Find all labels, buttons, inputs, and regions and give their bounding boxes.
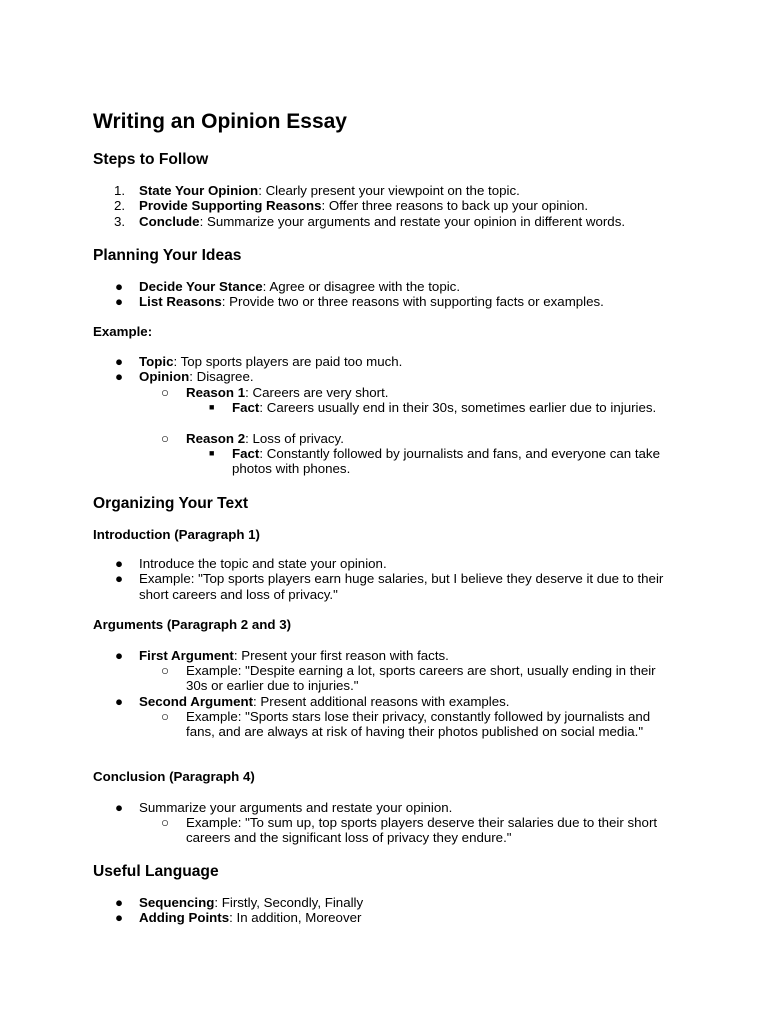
list-item: ○ Reason 1: Careers are very short. [161, 385, 389, 400]
example-label: Example: [93, 324, 153, 339]
list-item: ● Summarize your arguments and restate your opinion. [115, 800, 453, 815]
square-bullet-icon: ■ [209, 448, 215, 458]
planning-list [93, 279, 673, 310]
list-item: ● List Reasons: Provide two or three reasons with supporting facts or examples. [115, 294, 604, 310]
conclusion-label: Conclusion (Paragraph 4) [93, 769, 255, 784]
heading-planning: Planning Your Ideas [93, 247, 242, 264]
bullet-icon: ● [115, 694, 124, 709]
list-item: ○ Example: "Sports stars lose their privacy, constantly followed by journalists and fans, and are always at risk of having their photos published on social media." [161, 709, 651, 740]
heading-steps: Steps to Follow [93, 151, 209, 168]
reasons-list [93, 385, 673, 400]
list-item: ● Topic: Top sports players are paid too much. [115, 354, 403, 369]
steps-list [93, 183, 673, 229]
list-item: ○ Example: "To sum up, top sports players deserve their salaries due to their short careers and the significant loss of privacy they endure." [161, 815, 658, 846]
bullet-icon: ● [115, 354, 124, 369]
example-list [93, 354, 673, 385]
bullet-icon: ● [115, 294, 124, 310]
document-title: Writing an Opinion Essay [93, 110, 347, 133]
circle-bullet-icon: ○ [161, 385, 170, 400]
argument-example-list [93, 709, 673, 740]
list-item: ■ Fact: Constantly followed by journalists and fans, and everyone can take photos with phones. [209, 446, 660, 477]
language-list [93, 895, 673, 926]
list-item: ● First Argument: Present your first reason with facts. [115, 648, 449, 663]
list-item: ● Second Argument: Present additional reasons with examples. [115, 694, 510, 709]
bullet-icon: ● [115, 648, 124, 663]
bullet-icon: ● [115, 279, 124, 294]
list-item: ○ Reason 2: Loss of privacy. [161, 431, 344, 446]
conclusion-list [93, 800, 673, 815]
heading-language: Useful Language [93, 863, 219, 880]
list-item: ● Adding Points: In addition, Moreover [115, 910, 362, 926]
circle-bullet-icon: ○ [161, 663, 170, 678]
bullet-icon: ● [115, 910, 124, 926]
list-item: ● Sequencing: Firstly, Secondly, Finally [115, 895, 364, 910]
bullet-icon: ● [115, 369, 124, 385]
reasons-list [93, 431, 673, 446]
bullet-icon: ● [115, 800, 124, 815]
square-bullet-icon: ■ [209, 402, 215, 412]
arguments-list-2 [93, 694, 673, 709]
circle-bullet-icon: ○ [161, 815, 170, 830]
list-item: ○ Example: "Despite earning a lot, sports careers are short, usually ending in their 30s or earlier due to injuries." [161, 663, 656, 694]
list-item: 3. Conclude: Summarize your arguments and restate your opinion in different words. [114, 213, 626, 229]
list-item: 2. Provide Supporting Reasons: Offer three reasons to back up your opinion. [114, 198, 589, 214]
list-item: ● Decide Your Stance: Agree or disagree with the topic. [115, 279, 461, 294]
heading-organizing: Organizing Your Text [93, 495, 249, 512]
bullet-icon: ● [115, 895, 124, 910]
list-item: ● Introduce the topic and state your opinion. [115, 556, 387, 571]
circle-bullet-icon: ○ [161, 709, 170, 724]
arguments-list-1 [93, 648, 673, 663]
list-item: ● Example: "Top sports players earn huge salaries, but I believe they deserve it due to their short careers and loss of privacy." [115, 571, 664, 602]
conclusion-example-list [93, 815, 673, 846]
list-item: ■ Fact: Careers usually end in their 30s, sometimes earlier due to injuries. [209, 400, 657, 415]
circle-bullet-icon: ○ [161, 431, 170, 446]
intro-list [93, 556, 673, 602]
bullet-icon: ● [115, 571, 124, 587]
arguments-label: Arguments (Paragraph 2 and 3) [93, 617, 292, 632]
bullet-icon: ● [115, 556, 124, 571]
fact-list [93, 446, 661, 477]
fact-list [93, 400, 661, 415]
intro-label: Introduction (Paragraph 1) [93, 527, 260, 542]
list-item: ● Opinion: Disagree. [115, 369, 254, 385]
argument-example-list [93, 663, 673, 694]
list-item: 1. State Your Opinion: Clearly present your viewpoint on the topic. [114, 183, 520, 198]
